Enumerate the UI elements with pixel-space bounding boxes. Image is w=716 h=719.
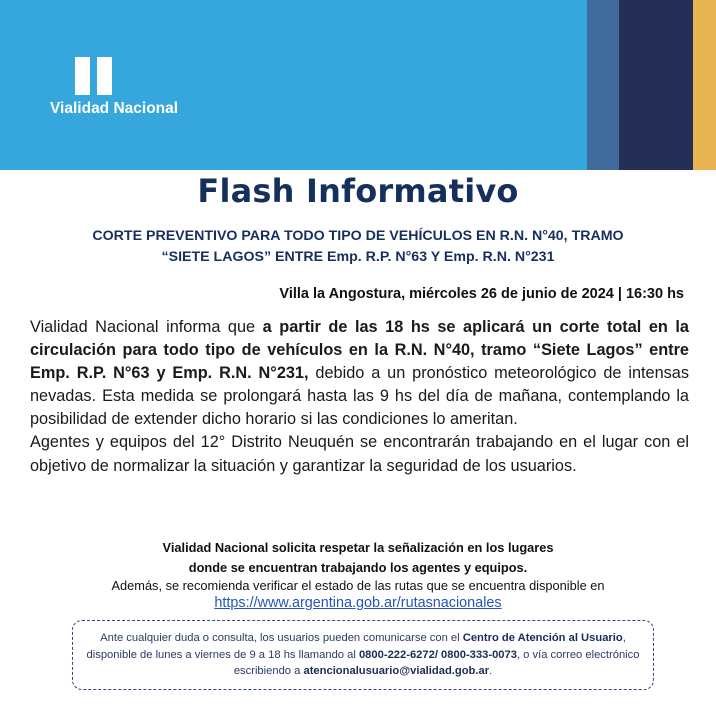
body-p1-lead: Vialidad Nacional informa que (30, 318, 263, 336)
signage-request-2 (30, 558, 686, 578)
header-stripe-gold (693, 0, 716, 170)
contact-email: atencionalusuario@vialidad.gob.ar (303, 665, 490, 678)
body-p1-bold: a partir de las 18 hs se aplicará un corte total en la circulación para todo tipo de vehículos en la R.N. N°40, tramo “Siete Lagos” entre Emp. R.P. N°63 y Emp. R.N. N°231, (30, 318, 689, 383)
dateline: Villa la Angostura, miércoles 26 de junio de 2024 | 16:30 hs (279, 286, 684, 302)
contact-box (72, 620, 654, 690)
contact-phone-numbers: 0800-222-6272/ 0800-333-0073 (358, 648, 517, 661)
subtitle-line-2: “SIETE LAGOS” ENTRE Emp. R.P. N°63 Y Emp. R.N. N°231 (161, 249, 555, 265)
contact-text-3: , o vía correo electrónico escribiendo a (233, 648, 640, 678)
contact-text-2: , disponible de lunes a viernes de 9 a 18 hs llamando al (86, 632, 626, 661)
rutas-nacionales-link[interactable]: https://www.argentina.gob.ar/rutasnacionales (214, 595, 502, 611)
contact-center-name: Centro de Atención al Usuario (462, 632, 623, 644)
signage-request (30, 538, 686, 558)
logo-text: Vialidad Nacional (50, 100, 179, 117)
request-line-1: Vialidad Nacional solicita respetar la señalización en los lugares (162, 540, 554, 555)
body-p1-rest: debido a un pronóstico meteorológico de intensas nevadas. Esta medida se prolongará hasta las 9 hs del día de mañana, contemplando la posibilidad de extender dicho horario si las condiciones lo ameritan. (30, 364, 689, 429)
rutas-nacionales-link-wrap (0, 595, 716, 611)
page-title: Flash Informativo (197, 172, 519, 210)
body-paragraph-1 (30, 316, 689, 431)
subtitle (30, 226, 686, 268)
body-text (30, 316, 689, 478)
header-stripe-navy (619, 0, 693, 170)
route-recommendation: Además, se recomienda verificar el estado de las rutas que se encuentra disponible en (111, 578, 605, 593)
contact-text-4: . (489, 665, 493, 678)
subtitle-line-1: CORTE PREVENTIVO PARA TODO TIPO DE VEHÍCULOS EN R.N. N°40, TRAMO (92, 228, 624, 244)
vialidad-logo-icon (75, 57, 113, 95)
contact-text-1: Ante cualquier duda o consulta, los usuarios pueden comunicarse con el (100, 632, 463, 644)
header-stripe-steel-blue (587, 0, 619, 170)
body-paragraph-2: Agentes y equipos del 12° Distrito Neuquén se encontrarán trabajando en el lugar con el objetivo de normalizar la situación y garantizar la seguridad de los usuarios. (30, 433, 689, 475)
request-line-2: donde se encuentran trabajando los agentes y equipos. (188, 559, 528, 575)
